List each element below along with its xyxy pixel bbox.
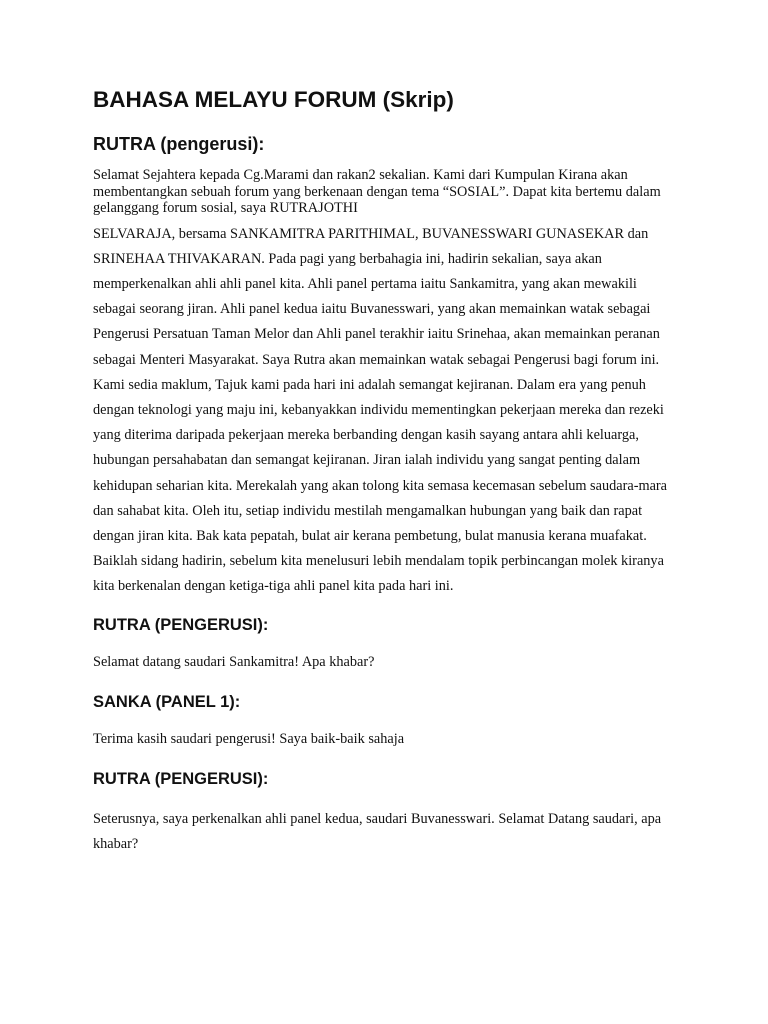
- speaker-heading-sanka: SANKA (PANEL 1):: [93, 692, 241, 711]
- document-page: [93, 86, 679, 857]
- paragraph-intro-opening: Selamat Sejahtera kepada Cg.Marami dan rakan2 sekalian. Kami dari Kumpulan Kirana akan membentangkan sebuah forum yang berkenaan dengan tema “SOSIAL”. Dapat kita bertemu dalam gelanggang forum sosial, saya RUTRAJOTHI: [93, 167, 661, 216]
- paragraph-intro-panel: SELVARAJA, bersama SANKAMITRA PARITHIMAL, BUVANESSWARI GUNASEKAR dan SRINEHAA THIVAKARAN. Pada pagi yang berbahagia ini, hadirin sekalian, saya akan memperkenalkan ahli ahli panel kita. Ahli panel pertama iaitu Sankamitra, yang akan mewakili sebagai seorang jiran. Ahli panel kedua iaitu Buvanesswari, yang akan memainkan watak sebagai Pengerusi Persatuan Taman Melor dan Ahli panel terakhir iaitu Srinehaa, akan memainkan peranan sebagai Menteri Masyarakat. Saya Rutra akan memainkan watak sebagai Pengerusi bagi forum ini. Kami sedia maklum, Tajuk kami pada hari ini adalah semangat kejiranan. Dalam era yang penuh dengan teknologi yang maju ini, kebanyakkan individu mementingkan pekerjaan mereka dan rezeki yang diterima daripada pekerjaan mereka berbanding dengan kasih sayang antara ahli keluarga, hubungan persahabatan dan semangat kejiranan. Jiran ialah individu yang sangat penting dalam kehidupan seharian kita. Merekalah yang akan tolong kita semasa kecemasan sebelum saudara-mara dan sahabat kita. Oleh itu, setiap individu mestilah mengamalkan hubungan yang baik dan rapat dengan jiran kita. Bak kata pepatah, bulat air kerana pembetung, bulat manusia kerana muafakat. Baiklah sidang hadirin, sebelum kita menelusuri lebih mendalam topik perbincangan molek kiranya kita berkenalan dengan ketiga-tiga ahli panel kita pada hari ini.: [93, 225, 668, 595]
- paragraph-next-panel: Seterusnya, saya perkenalkan ahli panel kedua, saudari Buvanesswari. Selamat Datang saudari, apa khabar?: [93, 810, 662, 852]
- paragraph-sanka-reply: Terima kasih saudari pengerusi! Saya baik-baik sahaja: [93, 730, 405, 747]
- document-title: BAHASA MELAYU FORUM (Skrip): [93, 87, 454, 112]
- paragraph-greeting: Selamat datang saudari Sankamitra! Apa khabar?: [93, 653, 375, 670]
- speaker-heading-rutra: RUTRA (pengerusi):: [93, 134, 265, 154]
- speaker-heading-rutra: RUTRA (PENGERUSI):: [93, 615, 269, 634]
- speaker-heading-rutra: RUTRA (PENGERUSI):: [93, 769, 269, 788]
